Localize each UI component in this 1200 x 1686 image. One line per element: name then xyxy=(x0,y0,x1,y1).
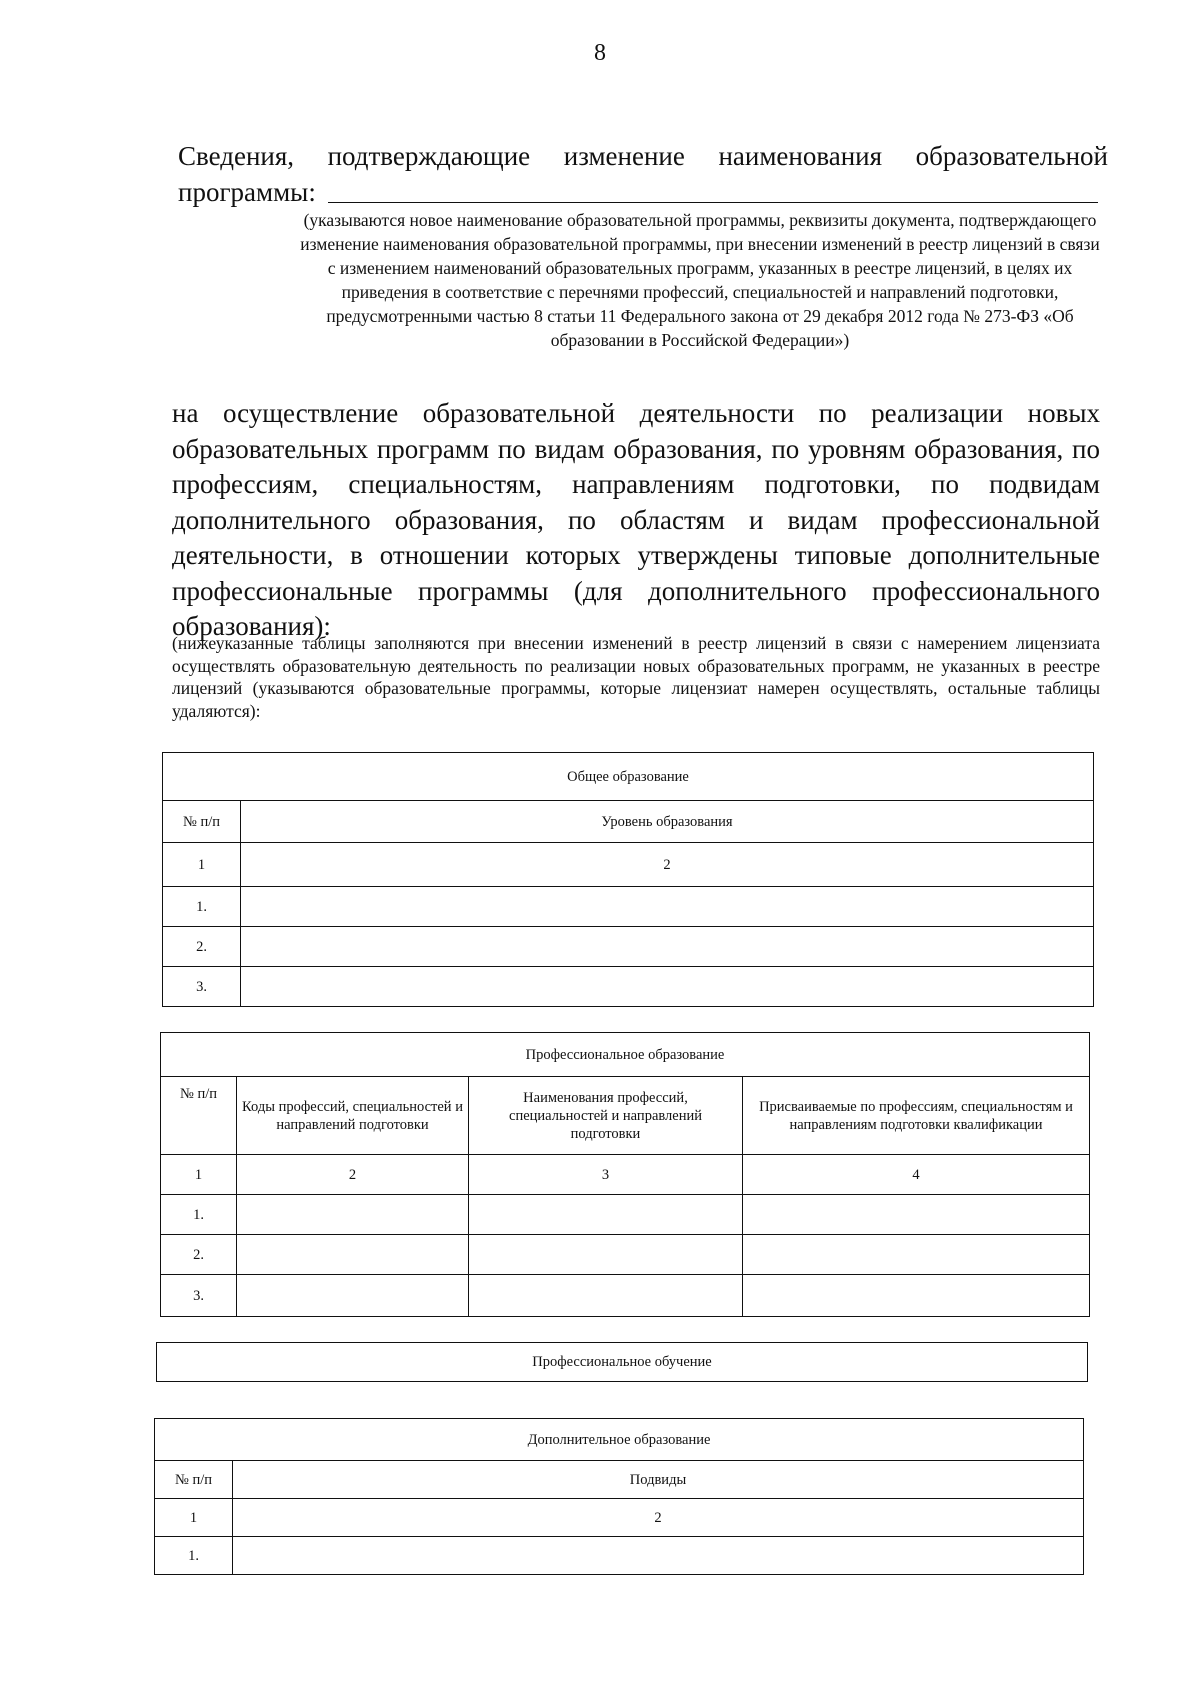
row-number: 1. xyxy=(155,1537,233,1575)
professional-education-table xyxy=(160,1032,1090,1317)
subtype-cell[interactable] xyxy=(233,1537,1084,1575)
professional-education-title: Профессиональное образование xyxy=(161,1033,1090,1077)
qualifications-cell[interactable] xyxy=(743,1195,1090,1235)
table-row xyxy=(161,1235,1090,1275)
level-cell[interactable] xyxy=(241,927,1094,967)
page-number: 8 xyxy=(594,40,606,66)
column-index: 2 xyxy=(241,843,1094,887)
general-education-table xyxy=(162,752,1094,1007)
header-level: Уровень образования xyxy=(241,801,1094,843)
qualifications-cell[interactable] xyxy=(743,1235,1090,1275)
tables-note: (нижеуказанные таблицы заполняются при внесении изменений в реестр лицензий в связи с намерением лицензиата осуществлять образовательную деятельность по реализации новых образовательных программ, не указанных в реестре лицензий (указываются образовательные программы, которые лицензиат намерен осуществлять, остальные таблицы удаляются): xyxy=(172,633,1100,721)
table-row xyxy=(163,887,1094,927)
table-row xyxy=(161,1195,1090,1235)
header-names: Наименования профессий, специальностей и направлений подготовки xyxy=(469,1077,743,1155)
level-cell[interactable] xyxy=(241,887,1094,927)
heading-note: (указываются новое наименование образовательной программы, реквизиты документа, подтверждающего изменение наименования образовательной программы, при внесении изменений в реестр лицензий в связи с изменением наименований образовательных программ, указанных в реестре лицензий, в целях их приведения в соответствие с перечнями профессий, специальностей и направлений подготовки, предусмотренными частью 8 статьи 11 Федерального закона от 29 декабря 2012 года № 273-ФЗ «Об образовании в Российской Федерации») xyxy=(300,210,1100,350)
header-number: № п/п xyxy=(163,801,241,843)
header-codes: Коды профессий, специальностей и направлений подготовки xyxy=(237,1077,469,1155)
header-subtypes: Подвиды xyxy=(233,1461,1084,1499)
header-number: № п/п xyxy=(155,1461,233,1499)
column-index: 3 xyxy=(469,1155,743,1195)
column-index: 1 xyxy=(163,843,241,887)
header-qualifications: Присваиваемые по профессиям, специальностям и направлениям подготовки квалификации xyxy=(743,1077,1090,1155)
row-number: 1. xyxy=(161,1195,237,1235)
qualifications-cell[interactable] xyxy=(743,1275,1090,1317)
row-number: 3. xyxy=(163,967,241,1007)
additional-education-table xyxy=(154,1418,1084,1575)
professional-training-title: Профессиональное обучение xyxy=(532,1353,712,1370)
row-number: 1. xyxy=(163,887,241,927)
names-cell[interactable] xyxy=(469,1195,743,1235)
program-name-blank-line xyxy=(328,202,1098,203)
names-cell[interactable] xyxy=(469,1235,743,1275)
main-paragraph: на осуществление образовательной деятельности по реализации новых образовательных программ по видам образования, по уровням образования, по профессиям, специальностям, направлениям подготовки, по подвидам дополнительного образования, по областям и видам профессиональной деятельности, в отношении которых утверждены типовые дополнительные профессиональные программы (для дополнительного профессионального образования): xyxy=(172,398,1100,641)
codes-cell[interactable] xyxy=(237,1195,469,1235)
codes-cell[interactable] xyxy=(237,1275,469,1317)
level-cell[interactable] xyxy=(241,967,1094,1007)
column-index: 2 xyxy=(233,1499,1084,1537)
names-cell[interactable] xyxy=(469,1275,743,1317)
header-number: № п/п xyxy=(161,1077,237,1155)
row-number: 2. xyxy=(163,927,241,967)
table-row xyxy=(163,967,1094,1007)
professional-training-box xyxy=(156,1342,1088,1382)
additional-education-title: Дополнительное образование xyxy=(155,1419,1084,1461)
row-number: 2. xyxy=(161,1235,237,1275)
table-row xyxy=(161,1275,1090,1317)
table-row xyxy=(163,927,1094,967)
column-index: 2 xyxy=(237,1155,469,1195)
column-index: 1 xyxy=(161,1155,237,1195)
table-row xyxy=(155,1537,1084,1575)
row-number: 3. xyxy=(161,1275,237,1317)
general-education-title: Общее образование xyxy=(163,753,1094,801)
codes-cell[interactable] xyxy=(237,1235,469,1275)
column-index: 1 xyxy=(155,1499,233,1537)
column-index: 4 xyxy=(743,1155,1090,1195)
section-heading: Сведения, подтверждающие изменение наименования образовательной программы: xyxy=(178,141,1108,207)
